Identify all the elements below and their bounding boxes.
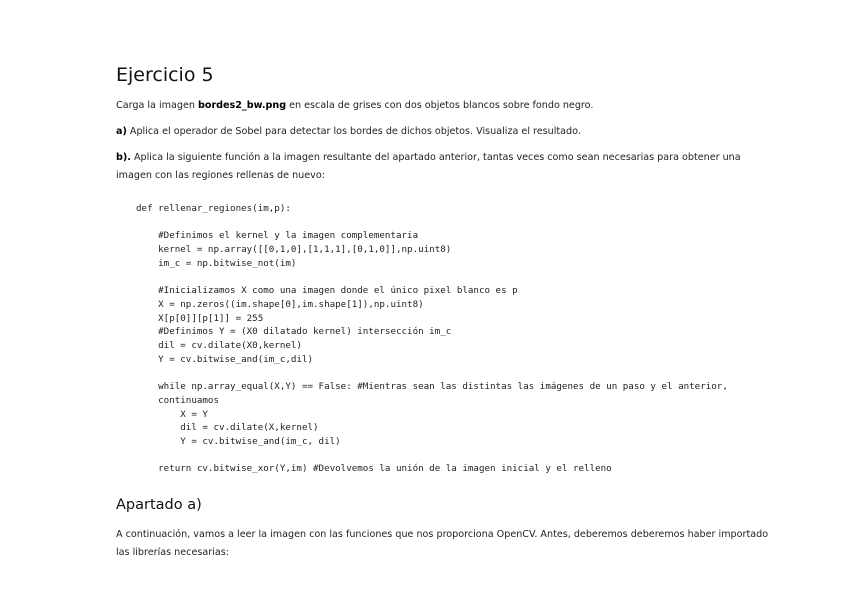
intro-paragraph: [116, 97, 776, 115]
part-a-label: a): [116, 126, 127, 137]
part-a-paragraph: [116, 123, 776, 141]
exercise-title: Ejercicio 5: [116, 64, 214, 86]
section-paragraph: A continuación, vamos a leer la imagen con las funciones que nos proporciona OpenCV. Antes, deberemos deberemos haber importado las librerías necesarias:: [116, 529, 769, 559]
part-b-text: Aplica la siguiente función a la imagen resultante del apartado anterior, tantas veces como sean necesarias para obtener una imagen con las regiones rellenas de nuevo:: [116, 152, 741, 181]
part-a-text: Aplica el operador de Sobel para detectar los bordes de dichos objetos. Visualiza el resultado.: [126, 126, 581, 137]
part-b-label: b).: [116, 152, 131, 163]
intro-text-pre: Carga la imagen: [116, 100, 198, 111]
section-heading: Apartado a): [116, 497, 202, 514]
image-filename: bordes2_bw.png: [197, 100, 287, 111]
intro-text-post: en escala de grises con dos objetos blancos sobre fondo negro.: [286, 100, 594, 111]
code-block: def rellenar_regiones(im,p): #Definimos el kernel y la imagen complementaria kernel = np.array([[0,1,0],[1,1,1],[0,1,0]],np.uint8) im_c = np.bitwise_not(im) #Inicializamos X como una imagen donde el único pixel blanco es p X = np.zeros((im.shape[0],im.shape[1]),np.uint8) X[p[0]][p[1]] = 255 #Definimos Y = (X0 dilatado kernel) intersección im_c dil = cv.dilate(X0,kernel) Y = cv.bitwise_and(im_c,dil) while np.array_equal(X,Y) == False: #Mientras sean las distintas las imágenes de un paso y el anterior, continuamos X = Y dil = cv.dilate(X,kernel) Y = cv.bitwise_and(im_c, dil) return cv.bitwise_xor(Y,im) #Devolvemos la unión de la imagen inicial y el relleno: [136, 203, 728, 475]
document-page: [116, 62, 776, 562]
part-b-paragraph: [116, 149, 776, 185]
